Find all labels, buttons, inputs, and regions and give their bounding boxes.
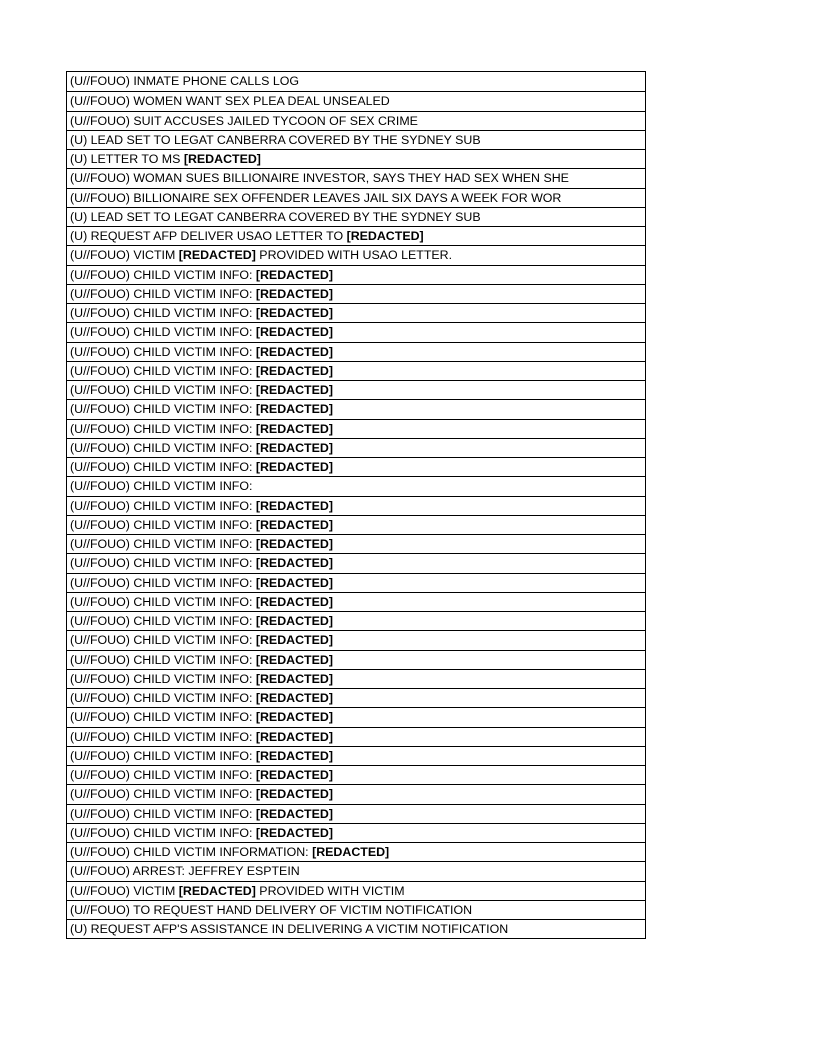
redacted-marker: [REDACTED] — [255, 325, 333, 340]
log-entry-text: (U//FOUO) CHILD VICTIM INFO: — [70, 748, 256, 763]
log-row — [67, 861, 645, 880]
log-entry-text: (U//FOUO) CHILD VICTIM INFO: — [70, 768, 256, 782]
log-row — [67, 91, 645, 110]
log-row — [67, 727, 645, 746]
log-entry-text: (U//FOUO) CHILD VICTIM INFO: — [70, 806, 256, 821]
redacted-marker: [REDACTED] — [255, 460, 333, 474]
log-row — [67, 534, 645, 553]
log-row — [67, 399, 645, 418]
log-row — [67, 168, 645, 187]
redacted-marker: [REDACTED] — [255, 440, 333, 455]
log-row — [67, 322, 645, 341]
log-entry-text: (U//FOUO) CHILD VICTIM INFO: — [70, 421, 256, 436]
log-row — [67, 130, 645, 149]
redacted-marker: [REDACTED] — [255, 383, 333, 397]
log-row — [67, 342, 645, 361]
log-entry-text: (U//FOUO) CHILD VICTIM INFO: — [70, 729, 256, 744]
redacted-marker: [REDACTED] — [255, 363, 333, 378]
log-entry-text: (U//FOUO) INMATE PHONE CALLS LOG — [70, 74, 300, 88]
log-entry-text: (U) LEAD SET TO LEGAT CANBERRA COVERED BY THE SYDNEY SUB — [70, 209, 481, 224]
log-row — [67, 765, 645, 784]
redacted-marker: [REDACTED] — [255, 748, 333, 763]
log-entry-text: (U//FOUO) CHILD VICTIM INFO: — [70, 556, 256, 571]
log-entry-text: (U) REQUEST AFP'S ASSISTANCE IN DELIVERING A VICTIM NOTIFICATION — [70, 922, 509, 936]
log-entry-text: (U//FOUO) CHILD VICTIM INFO: — [70, 363, 256, 378]
log-row — [67, 303, 645, 322]
log-entry-text: (U//FOUO) CHILD VICTIM INFO: — [70, 614, 256, 628]
log-row — [67, 707, 645, 726]
log-entry-text: (U//FOUO) BILLIONAIRE SEX OFFENDER LEAVES JAIL SIX DAYS A WEEK FOR WOR — [70, 190, 562, 205]
log-row — [67, 553, 645, 572]
redacted-marker: [REDACTED] — [255, 768, 333, 782]
log-entry-text: (U//FOUO) CHILD VICTIM INFO: — [70, 633, 256, 648]
log-entry-text: (U//FOUO) CHILD VICTIM INFORMATION: — [70, 845, 313, 859]
log-row — [67, 188, 645, 207]
redacted-marker: [REDACTED] — [255, 825, 333, 840]
redacted-marker: [REDACTED] — [255, 614, 333, 628]
log-entry-text: (U//FOUO) CHILD VICTIM INFO: — [70, 787, 256, 802]
log-row — [67, 919, 645, 938]
log-entry-text: (U//FOUO) CHILD VICTIM INFO: — [70, 652, 256, 667]
log-row — [67, 515, 645, 534]
redacted-marker: [REDACTED] — [255, 575, 333, 590]
log-row — [67, 284, 645, 303]
redacted-marker: [REDACTED] — [255, 633, 333, 648]
log-row — [67, 72, 645, 91]
log-entry-text: (U//FOUO) CHILD VICTIM INFO: — [70, 671, 256, 686]
log-row — [67, 630, 645, 649]
log-row — [67, 476, 645, 495]
log-row — [67, 438, 645, 457]
redacted-marker: [REDACTED] — [178, 883, 256, 898]
log-entry-text: (U//FOUO) CHILD VICTIM INFO: — [70, 402, 256, 417]
log-row — [67, 842, 645, 861]
log-row — [67, 669, 645, 688]
log-row — [67, 650, 645, 669]
redacted-marker: [REDACTED] — [312, 845, 390, 859]
log-entry-text: (U//FOUO) CHILD VICTIM INFO: — [70, 594, 256, 609]
log-row — [67, 881, 645, 900]
log-entry-text: (U//FOUO) CHILD VICTIM INFO: — [70, 325, 256, 340]
log-entry-text: (U//FOUO) CHILD VICTIM INFO: — [70, 825, 256, 840]
log-entry-text: (U//FOUO) CHILD VICTIM INFO: — [70, 306, 256, 320]
log-row — [67, 226, 645, 245]
log-row — [67, 611, 645, 630]
log-row — [67, 688, 645, 707]
redacted-marker: [REDACTED] — [255, 806, 333, 821]
redacted-marker: [REDACTED] — [255, 691, 333, 705]
log-entry-text: (U//FOUO) VICTIM — [70, 248, 179, 263]
log-row — [67, 265, 645, 284]
log-row — [67, 592, 645, 611]
log-row — [67, 804, 645, 823]
log-row — [67, 361, 645, 380]
log-entry-text-suffix: PROVIDED WITH USAO LETTER. — [255, 248, 453, 263]
log-entry-text: (U//FOUO) CHILD VICTIM INFO: — [70, 267, 256, 282]
redacted-marker: [REDACTED] — [183, 152, 261, 166]
log-row — [67, 245, 645, 264]
redacted-marker: [REDACTED] — [255, 267, 333, 282]
log-row — [67, 111, 645, 130]
log-entry-text: (U//FOUO) SUIT ACCUSES JAILED TYCOON OF SEX CRIME — [70, 113, 418, 128]
log-entry-text: (U//FOUO) CHILD VICTIM INFO: — [70, 460, 256, 474]
log-row — [67, 457, 645, 476]
redacted-marker: [REDACTED] — [255, 671, 333, 686]
log-entry-text: (U//FOUO) CHILD VICTIM INFO: — [70, 383, 256, 397]
log-entry-text: (U//FOUO) WOMAN SUES BILLIONAIRE INVESTOR, SAYS THEY HAD SEX WHEN SHE — [70, 171, 569, 186]
redacted-marker: [REDACTED] — [255, 710, 333, 725]
log-row — [67, 207, 645, 226]
log-entry-text: (U) LETTER TO MS — [70, 152, 184, 166]
redacted-marker: [REDACTED] — [255, 306, 333, 320]
log-entry-text: (U//FOUO) WOMEN WANT SEX PLEA DEAL UNSEALED — [70, 94, 390, 109]
log-row — [67, 496, 645, 515]
log-entry-text: (U//FOUO) CHILD VICTIM INFO: — [70, 479, 253, 494]
log-entry-text: (U//FOUO) VICTIM — [70, 883, 179, 898]
redacted-marker: [REDACTED] — [255, 729, 333, 744]
log-row — [67, 746, 645, 765]
log-entry-text: (U//FOUO) CHILD VICTIM INFO: — [70, 498, 256, 513]
log-entry-text-suffix: PROVIDED WITH VICTIM — [255, 883, 405, 898]
redacted-marker: [REDACTED] — [346, 229, 424, 243]
log-row — [67, 380, 645, 399]
log-entry-text: (U//FOUO) CHILD VICTIM INFO: — [70, 440, 256, 455]
log-entry-text: (U//FOUO) CHILD VICTIM INFO: — [70, 691, 256, 705]
log-row — [67, 573, 645, 592]
redacted-marker: [REDACTED] — [255, 344, 333, 359]
redacted-marker: [REDACTED] — [255, 537, 333, 551]
log-entry-text: (U//FOUO) CHILD VICTIM INFO: — [70, 710, 256, 725]
log-row — [67, 900, 645, 919]
redacted-marker: [REDACTED] — [255, 556, 333, 571]
log-row — [67, 149, 645, 168]
redacted-marker: [REDACTED] — [255, 517, 333, 532]
redacted-marker: [REDACTED] — [255, 594, 333, 609]
log-entry-text: (U) REQUEST AFP DELIVER USAO LETTER TO — [70, 229, 347, 243]
log-table — [66, 71, 646, 939]
log-entry-text: (U//FOUO) CHILD VICTIM INFO: — [70, 286, 256, 301]
redacted-marker: [REDACTED] — [255, 286, 333, 301]
log-entry-text: (U) LEAD SET TO LEGAT CANBERRA COVERED BY THE SYDNEY SUB — [70, 132, 481, 147]
redacted-marker: [REDACTED] — [255, 652, 333, 667]
log-entry-text: (U//FOUO) CHILD VICTIM INFO: — [70, 537, 256, 551]
log-entry-text: (U//FOUO) TO REQUEST HAND DELIVERY OF VICTIM NOTIFICATION — [70, 902, 473, 917]
redacted-marker: [REDACTED] — [255, 402, 333, 417]
log-entry-text: (U//FOUO) ARREST: JEFFREY ESPTEIN — [70, 864, 300, 879]
log-row — [67, 823, 645, 842]
log-entry-text: (U//FOUO) CHILD VICTIM INFO: — [70, 575, 256, 590]
redacted-marker: [REDACTED] — [255, 498, 333, 513]
redacted-marker: [REDACTED] — [255, 787, 333, 802]
log-entry-text: (U//FOUO) CHILD VICTIM INFO: — [70, 344, 256, 359]
log-entry-text: (U//FOUO) CHILD VICTIM INFO: — [70, 517, 256, 532]
redacted-marker: [REDACTED] — [255, 421, 333, 436]
redacted-marker: [REDACTED] — [178, 248, 256, 263]
log-row — [67, 419, 645, 438]
log-row — [67, 784, 645, 803]
